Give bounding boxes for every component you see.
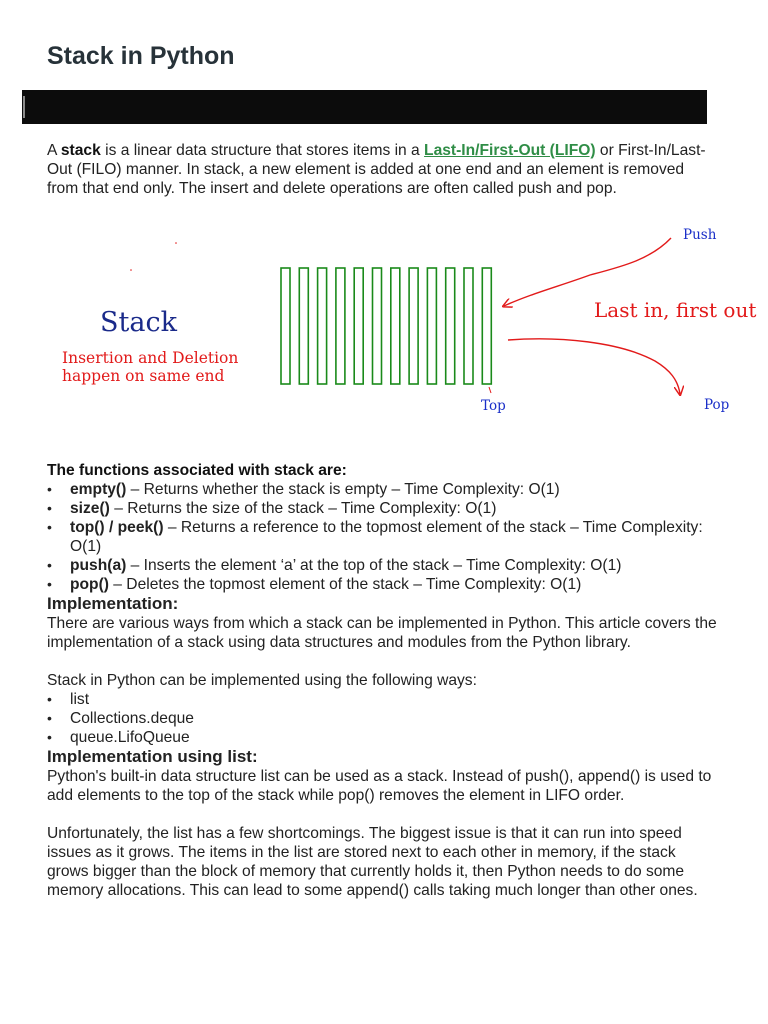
intro-text-3: or First-In/Last-Out (FILO) manner. In stack, a new element is added at one end and an element is removed from that end only. The insert and delete operations are often called push and pop. [47,142,706,197]
page-title: Stack in Python [47,42,235,70]
list-paragraph-1: Python's built-in data structure list can be used as a stack. Instead of push(), append() is used to add elements to the top of the stack while pop() removes the element in LIFO order. [47,768,712,804]
list-item [47,518,719,556]
stack-plate [373,268,382,384]
implementation-ways-intro: Stack in Python can be implemented using the following ways: [47,672,477,689]
list-item: • queue.LifoQueue [47,728,719,747]
function-desc: – Inserts the element ‘a’ at the top of the stack – Time Complexity: O(1) [126,557,622,574]
stack-plate [446,268,455,384]
stack-plate [318,268,327,384]
list-item [47,556,719,575]
red-dot [175,242,177,244]
function-desc: – Deletes the topmost element of the stack – Time Complexity: O(1) [108,576,582,593]
stack-plate [354,268,363,384]
implementation-ways-list [47,690,719,747]
stack-plate [464,268,473,384]
lifo-link[interactable]: Last-In/First-Out (LIFO) [424,142,596,159]
banner-bar-mark [23,96,25,118]
push-label: Push [683,227,717,243]
stack-plate [281,268,290,384]
intro-stack-term: stack [60,142,101,159]
stack-plate [336,268,345,384]
list-paragraph-2: Unfortunately, the list has a few shortcomings. The biggest issue is that it can run into speed issues as it grows. The items in the list are stored next to each other in memory, if the stack grows bigger than the block of memory that currently holds it, then Python needs to do some memory allocations. This can lead to some append() calls taking much longer than other ones. [47,825,698,899]
function-name: empty() [70,481,127,498]
intro-text-1: A [47,142,61,159]
functions-list [47,480,719,594]
top-marker [489,387,491,393]
intro-text-2: is a linear data structure that stores items in a [100,142,425,159]
stack-bars [281,268,491,384]
list-item [47,480,719,499]
red-dot [130,269,132,271]
top-label: Top [481,398,506,414]
function-name: push(a) [70,557,127,574]
list-item [47,499,719,518]
banner-bar [22,90,707,124]
list-item [47,575,719,594]
stack-label: Stack [100,307,177,338]
insertion-note-line1: Insertion and Deletion [62,349,239,367]
implementation-paragraph: There are various ways from which a stack can be implemented in Python. This article covers the implementation of a stack using data structures and modules from the Python library. [47,615,717,651]
function-desc: – Returns the size of the stack – Time Complexity: O(1) [109,500,497,517]
pop-arrow [508,339,680,394]
stack-plate [409,268,418,384]
list-item: • list [47,690,719,709]
insertion-note-line2: happen on same end [62,367,225,385]
stack-diagram [0,222,768,422]
lifo-label: Last in, first out [594,298,757,322]
list-item: • Collections.deque [47,709,719,728]
pop-label: Pop [704,397,730,413]
function-desc: – Returns a reference to the topmost element of the stack – Time Complexity: O(1) [70,519,703,555]
intro-paragraph [47,141,719,198]
functions-heading: The functions associated with stack are: [47,462,347,479]
function-name: pop() [70,576,109,593]
stack-plate [391,268,400,384]
stack-plate [427,268,436,384]
stack-plate [299,268,308,384]
function-name: top() / peek() [70,519,164,536]
implementation-list-heading: Implementation using list: [47,747,258,766]
implementation-heading: Implementation: [47,594,179,613]
push-arrow [504,238,671,306]
function-name: size() [70,500,110,517]
function-desc: – Returns whether the stack is empty – Time Complexity: O(1) [126,481,560,498]
stack-plate [482,268,491,384]
